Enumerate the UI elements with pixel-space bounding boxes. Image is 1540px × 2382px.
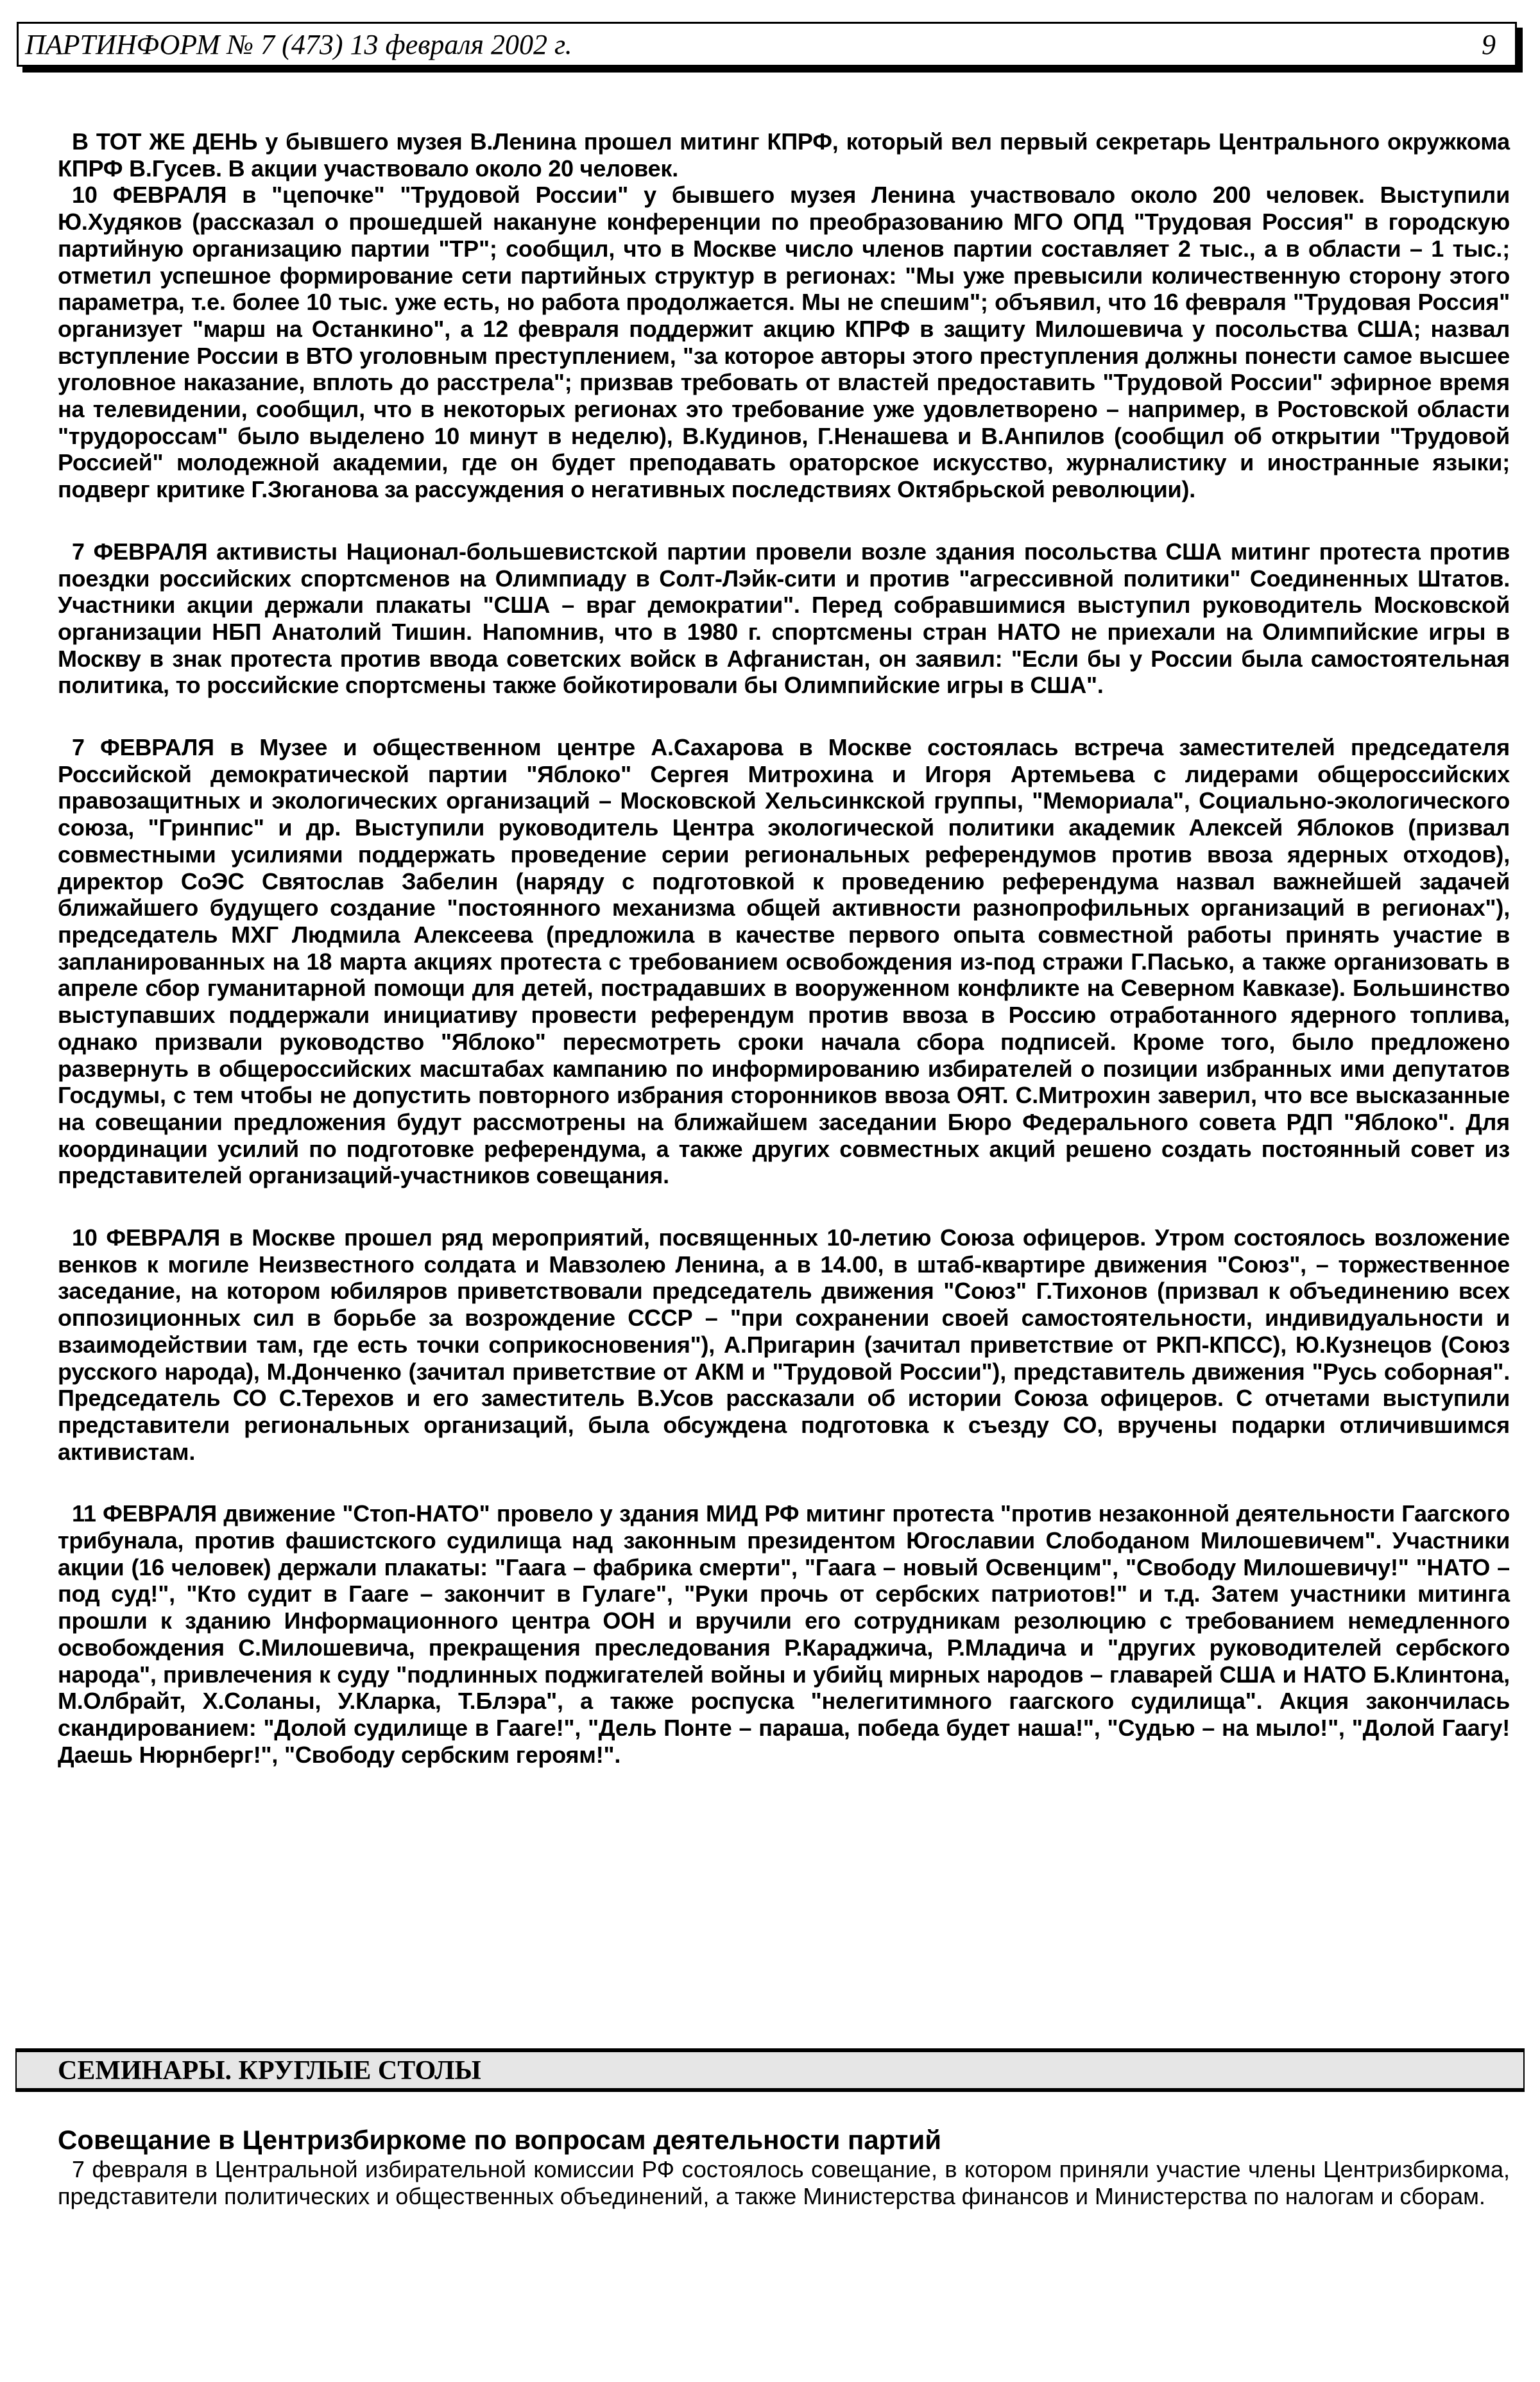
- article-body: 7 февраля в Центральной избирательной комиссии РФ состоялось совещание, в котором приняли участие члены Центризбиркома, представители политических и общественных объединений, а также Министерства финансов и Министерства по налогам и сборам.: [58, 2156, 1510, 2209]
- article: [58, 2124, 1510, 2209]
- news-paragraph: 7 ФЕВРАЛЯ в Музее и общественном центре А.Сахарова в Москве состоялась встреча заместителей председателя Российской демократической партии "Яблоко" Сергея Митрохина и Игоря Артемьева с лидерами общероссийских правозащитных и экологических организаций – Московской Хельсинкской группы, "Мемориала", Социально-экологического союза, "Гринпис" и др. Выступили руководитель Центра экологической политики академик Алексей Яблоков (призвал совместными усилиями поддержать проведение серии региональных референдумов против ввоза ядерных отходов), директор СоЭС Святослав Забелин (наряду с подготовкой к проведению референдума назвал важнейшей задачей ближайшего будущего создание "постоянного механизма общей активности разнопрофильных организаций в регионах"), председатель МХГ Людмила Алексеева (предложила в качестве первого опыта совместной работы принять участие в запланированных на 18 марта акциях протеста с требованием освобождения из-под стражи Г.Пасько, а также организовать в апреле сбор гуманитарной помощи для детей, пострадавших в вооруженном конфликте на Северном Кавказе). Большинство выступавших поддержали инициативу провести референдум против ввоза в Россию отработанного ядерного топлива, однако призвали руководство "Яблоко" пересмотреть сроки начала сбора подписей. Кроме того, было предложено развернуть в общероссийских масштабах кампанию по информированию избирателей о позиции избранных ими депутатов Госдумы, с тем чтобы не допустить повторного избрания сторонников ввоза ОЯТ. С.Митрохин заверил, что все высказанные на совещании предложения будут рассмотрены на ближайшем заседании Бюро Федерального совета РДП "Яблоко". Для координации усилий по подготовке референдума, а также других совместных акций решено создать постоянный совет из представителей организаций-участников совещания.: [58, 734, 1510, 1189]
- news-column: [58, 128, 1510, 1768]
- section-header: [15, 2048, 1525, 2092]
- news-paragraph: В ТОТ ЖЕ ДЕНЬ у бывшего музея В.Ленина прошел митинг КПРФ, который вел первый секретарь Центрального окружкома КПРФ В.Гусев. В акции участвовало около 20 человек.: [58, 128, 1510, 182]
- news-paragraph: 10 ФЕВРАЛЯ в "цепочке" "Трудовой России" у бывшего музея Ленина участвовало около 200 человек. Выступили Ю.Худяков (рассказал о прошедшей накануне конференции по преобразованию МГО ОПД "Трудовая Россия" в городскую партийную организацию партии "ТР"; сообщил, что в Москве число членов партии составляет 2 тыс., а в области – 1 тыс.; отметил успешное формирование сети партийных структур в регионах: "Мы уже превысили количественную сторону этого параметра, т.е. более 10 тыс. уже есть, но работа продолжается. Мы не спешим"; объявил, что 16 февраля "Трудовая Россия" организует "марш на Останкино", а 12 февраля поддержит акцию КПРФ в защиту Милошевича у посольства США; назвал вступление России в ВТО уголовным преступлением, "за которое авторы этого преступления должны понести самое высшее уголовное наказание, вплоть до расстрела"; призвав требовать от властей предоставить "Трудовой России" эфирное время на телевидении, сообщил, что в некоторых регионах это требование уже удовлетворено – например, в Ростовской области "трудороссам" было выделено 10 минут в неделю), В.Кудинов, Г.Ненашева и В.Анпилов (сообщил об открытии "Трудовой Россией" молодежной академии, где он будет преподавать ораторское искусство, журналистику и иностранные языки; подверг критике Г.Зюганова за рассуждения о негативных последствиях Октябрьской революции).: [58, 182, 1510, 503]
- news-paragraph: 7 ФЕВРАЛЯ активисты Национал-большевистской партии провели возле здания посольства США митинг протеста против поездки российских спортсменов на Олимпиаду в Солт-Лэйк-сити и против "агрессивной политики" Соединенных Штатов. Участники акции держали плакаты "США – враг демократии". Перед собравшимися выступил руководитель Московской организации НБП Анатолий Тишин. Напомнив, что в 1980 г. спортсмены стран НАТО не приехали на Олимпийские игры в Москву в знак протеста против ввода советских войск в Афганистан, он заявил: "Если бы у России была самостоятельная политика, то российские спортсмены также бойкотировали бы Олимпийские игры в США".: [58, 538, 1510, 699]
- news-paragraph: 11 ФЕВРАЛЯ движение "Стоп-НАТО" провело у здания МИД РФ митинг протеста "против незаконной деятельности Гаагского трибунала, против фашистского судилища над законным президентом Югославии Слободаном Милошевичем". Участники акции (16 человек) держали плакаты: "Гаага – фабрика смерти", "Гаага – новый Освенцим", "Свободу Милошевичу!" "НАТО – под суд!", "Кто судит в Гааге – закончит в Гулаге", "Руки прочь от сербских патриотов!" и т.д. Затем участники митинга прошли к зданию Информационного центра ООН и вручили его сотрудникам резолюцию с требованием немедленного освобождения С.Милошевича, прекращения преследования Р.Караджича, Р.Младича и "других руководителей сербского народа", привлечения к суду "подлинных поджигателей войны и убийц мирных народов – главарей США и НАТО Б.Клинтона, М.Олбрайт, Х.Соланы, У.Кларка, Т.Блэра", а также роспуска "нелегитимного гаагского судилища". Акция закончилась скандированием: "Долой судилище в Гааге!", "Дель Понте – параша, победа будет наша!", "Судью – на мыло!", "Долой Гаагу! Даешь Нюрнберг!", "Свободу сербским героям!".: [58, 1500, 1510, 1768]
- page-header: [17, 22, 1517, 67]
- news-paragraph: 10 ФЕВРАЛЯ в Москве прошел ряд мероприятий, посвященных 10-летию Союза офицеров. Утром состоялось возложение венков к могиле Неизвестного солдата и Мавзолею Ленина, а в 14.00, в штаб-квартире движения "Союз", – торжественное заседание, на котором юбиляров приветствовали председатель движения "Союз" Г.Тихонов (призвал к объединению всех оппозиционных сил в борьбе за возрождение СССР – "при сохранении своей самостоятельности, индивидуальности и взаимодействии там, где есть точки соприкосновения"), А.Пригарин (зачитал приветствие от РКП-КПСС), Ю.Кузнецов (Союз русского народа), М.Донченко (зачитал приветствие от АКМ и "Трудовой России"), представитель движения "Русь соборная". Председатель СО С.Терехов и его заместитель В.Усов рассказали об истории Союза офицеров. С отчетами выступили представители региональных организаций, была обсуждена подготовка к съезду СО, вручены подарки отличившимся активистам.: [58, 1224, 1510, 1465]
- publication-title: ПАРТИНФОРМ № 7 (473) 13 февраля 2002 г.: [25, 29, 572, 60]
- article-title: Совещание в Центризбиркоме по вопросам деятельности партий: [58, 2125, 942, 2155]
- page-number: 9: [1482, 29, 1496, 60]
- section-title: СЕМИНАРЫ. КРУГЛЫЕ СТОЛЫ: [58, 2056, 481, 2086]
